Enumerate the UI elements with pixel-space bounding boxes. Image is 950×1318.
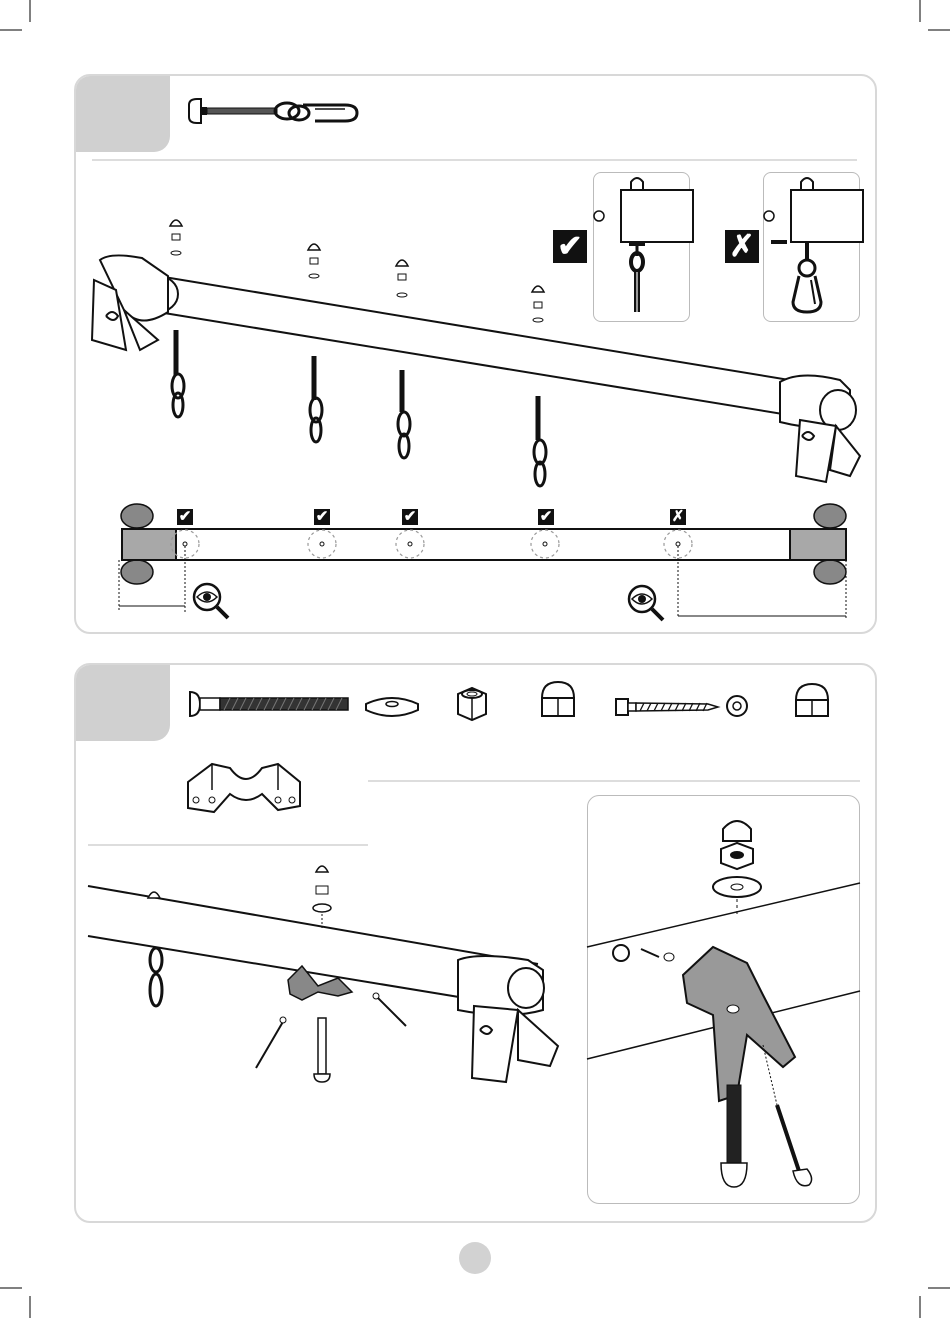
step-2-beam-drawing xyxy=(88,860,588,1120)
cap-nut-icon xyxy=(538,680,578,720)
wood-screw-icon xyxy=(614,693,724,723)
cap-nut-icon xyxy=(792,682,832,722)
hanger-2 xyxy=(308,244,322,442)
hanger-1 xyxy=(170,220,184,417)
washer-icon xyxy=(362,692,422,722)
lock-nut-icon xyxy=(452,686,492,722)
step-1-divider xyxy=(92,159,872,161)
hanger-4 xyxy=(532,286,546,486)
cross-mark-5: ✗ xyxy=(671,508,685,525)
magnifier-eye-icon xyxy=(192,582,232,622)
check-mark-4: ✔ xyxy=(539,508,553,525)
check-mark-3: ✔ xyxy=(403,508,417,525)
check-mark-1: ✔ xyxy=(178,508,192,525)
step-2-label xyxy=(76,665,170,741)
carriage-bolt-icon xyxy=(188,690,358,720)
magnifier-eye-icon xyxy=(627,584,667,624)
correct-mark-large: ✔ xyxy=(553,230,587,263)
step-1-label xyxy=(76,76,170,152)
beam-assembly-drawing xyxy=(80,200,880,500)
swing-hanger-hook-icon xyxy=(185,95,385,135)
wrong-mark-large: ✗ xyxy=(725,230,759,263)
check-mark-2: ✔ xyxy=(315,508,329,525)
bracket-detail-drawing xyxy=(587,795,860,1204)
hanger-3 xyxy=(396,260,410,458)
small-washer-icon xyxy=(725,694,749,718)
page-number-badge xyxy=(459,1242,491,1274)
